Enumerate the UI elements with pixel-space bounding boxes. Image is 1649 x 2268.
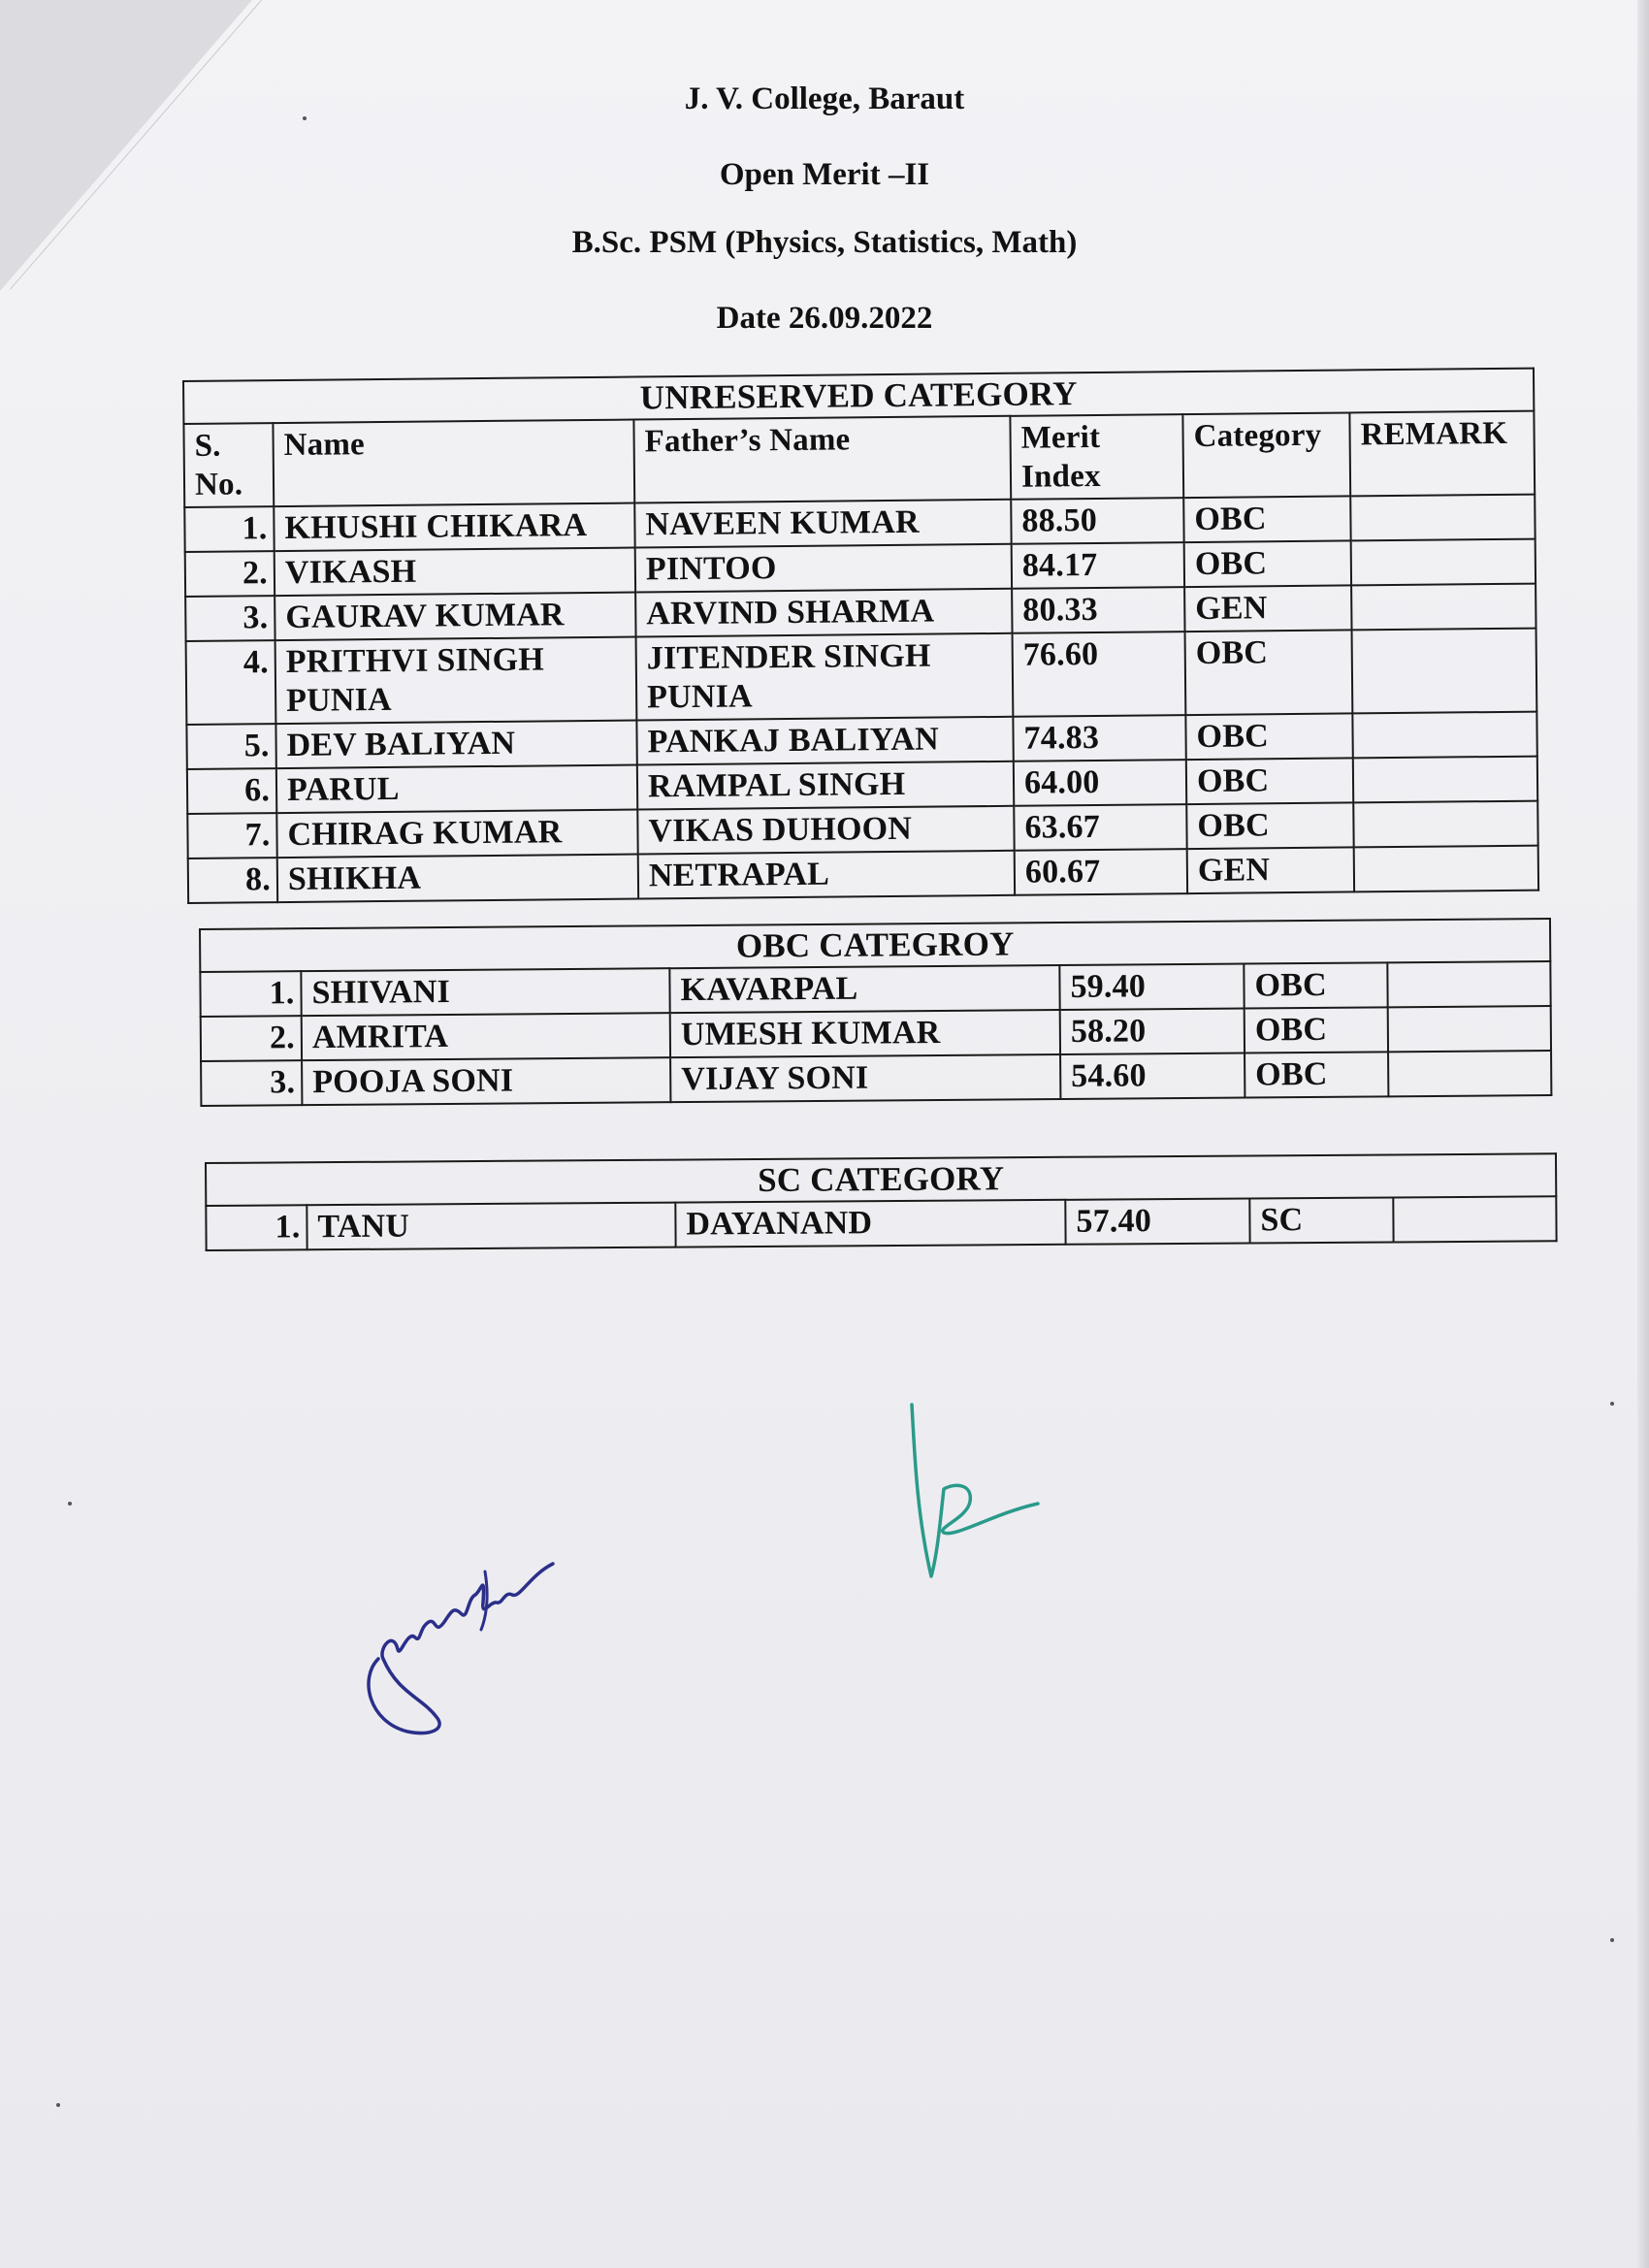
cell-remark xyxy=(1353,801,1538,848)
cell-father: RAMPAL SINGH xyxy=(637,761,1014,810)
cell-remark xyxy=(1351,584,1536,631)
cell-sno: 2. xyxy=(201,1016,302,1061)
cell-category: OBC xyxy=(1186,802,1353,849)
cell-sno: 1. xyxy=(200,971,301,1017)
cell-merit: 64.00 xyxy=(1014,760,1186,806)
sc-rows xyxy=(206,1196,1556,1250)
cell-name: PRITHVI SINGH PUNIA xyxy=(275,637,637,725)
cell-remark xyxy=(1388,1006,1551,1052)
cell-father: JITENDER SINGH PUNIA xyxy=(636,633,1014,721)
cell-category: SC xyxy=(1249,1197,1393,1243)
unreserved-rows xyxy=(184,495,1538,903)
col-header-sno: S. No. xyxy=(183,423,274,507)
cell-father: DAYANAND xyxy=(675,1200,1065,1247)
cell-category: GEN xyxy=(1184,585,1351,632)
cell-name: VIKASH xyxy=(275,548,635,597)
cell-merit: 76.60 xyxy=(1013,632,1186,717)
cell-merit: 88.50 xyxy=(1011,498,1183,544)
scan-speck xyxy=(1610,1402,1614,1406)
cell-remark xyxy=(1352,712,1537,759)
cell-father: ARVIND SHARMA xyxy=(635,589,1012,637)
cell-remark xyxy=(1387,961,1550,1007)
cell-remark xyxy=(1352,629,1537,714)
cell-sno: 3. xyxy=(201,1060,302,1106)
cell-name: PARUL xyxy=(276,765,637,814)
cell-sno: 2. xyxy=(185,551,275,597)
cell-name: GAURAV KUMAR xyxy=(275,593,635,641)
cell-category: OBC xyxy=(1185,630,1353,715)
unreserved-table xyxy=(182,368,1539,904)
col-header-category: Category xyxy=(1182,412,1350,498)
cell-remark xyxy=(1351,539,1536,586)
cell-father: VIJAY SONI xyxy=(670,1054,1060,1102)
cell-category: OBC xyxy=(1186,758,1353,804)
cell-father: UMESH KUMAR xyxy=(670,1010,1060,1057)
cell-category: OBC xyxy=(1245,1052,1388,1097)
cell-merit: 74.83 xyxy=(1013,715,1185,761)
table-row xyxy=(186,629,1537,725)
obc-table xyxy=(199,918,1552,1107)
cell-category: OBC xyxy=(1185,713,1352,760)
cell-category: OBC xyxy=(1183,496,1350,542)
cell-merit: 60.67 xyxy=(1015,849,1187,895)
cell-remark xyxy=(1353,757,1538,803)
table-row xyxy=(201,1051,1551,1106)
cell-sno: 8. xyxy=(188,858,277,903)
college-name: J. V. College, Baraut xyxy=(684,81,965,116)
cell-sno: 4. xyxy=(186,640,276,725)
obc-rows xyxy=(200,961,1551,1106)
col-header-remark: REMARK xyxy=(1349,411,1535,497)
cell-sno: 5. xyxy=(186,724,275,769)
cell-merit: 63.67 xyxy=(1014,804,1186,851)
cell-name: CHIRAG KUMAR xyxy=(276,810,637,859)
signature-left xyxy=(340,1513,572,1746)
cell-name: DEV BALIYAN xyxy=(275,721,636,769)
cell-remark xyxy=(1350,495,1536,541)
unreserved-title: UNRESERVED CATEGORY xyxy=(183,369,1534,424)
col-header-father: Father’s Name xyxy=(633,416,1011,503)
cell-sno: 1. xyxy=(206,1205,307,1250)
cell-sno: 3. xyxy=(185,596,275,641)
cell-category: GEN xyxy=(1187,847,1354,893)
scan-speck xyxy=(56,2103,60,2107)
cell-category: OBC xyxy=(1245,1007,1388,1053)
cell-father: NETRAPAL xyxy=(638,851,1015,899)
signature-right xyxy=(897,1397,1052,1601)
page-edge-shadow xyxy=(1637,0,1649,2268)
sc-title: SC CATEGORY xyxy=(206,1153,1556,1206)
course-title: B.Sc. PSM (Physics, Statistics, Math) xyxy=(571,225,1078,260)
cell-sno: 6. xyxy=(187,768,276,814)
scan-speck xyxy=(68,1502,72,1506)
cell-merit: 59.40 xyxy=(1059,964,1244,1010)
cell-merit: 58.20 xyxy=(1060,1009,1245,1054)
cell-remark xyxy=(1388,1051,1551,1096)
list-date: Date 26.09.2022 xyxy=(716,301,933,336)
cell-father: VIKAS DUHOON xyxy=(637,806,1014,855)
cell-name: KHUSHI CHIKARA xyxy=(274,503,634,552)
cell-sno: 7. xyxy=(187,813,276,859)
sc-table xyxy=(205,1152,1558,1251)
col-header-name: Name xyxy=(273,420,634,507)
cell-name: SHIKHA xyxy=(277,855,638,903)
column-header-row xyxy=(183,411,1535,507)
table-row xyxy=(206,1196,1556,1250)
scan-speck xyxy=(1610,1938,1614,1942)
cell-name: POOJA SONI xyxy=(302,1057,670,1105)
cell-remark xyxy=(1354,846,1539,892)
cell-category: OBC xyxy=(1184,540,1351,587)
cell-merit: 84.17 xyxy=(1012,542,1184,589)
cell-name: TANU xyxy=(307,1203,675,1250)
cell-category: OBC xyxy=(1244,962,1387,1008)
cell-father: KAVARPAL xyxy=(669,965,1059,1013)
col-header-merit: Merit Index xyxy=(1010,414,1183,500)
cell-remark xyxy=(1393,1196,1556,1242)
cell-merit: 80.33 xyxy=(1012,587,1184,633)
cell-sno: 1. xyxy=(184,506,274,552)
merit-list-title: Open Merit –II xyxy=(719,157,930,192)
scan-speck xyxy=(303,116,307,120)
cell-name: AMRITA xyxy=(302,1013,670,1060)
obc-title: OBC CATEGROY xyxy=(200,919,1550,972)
cell-merit: 54.60 xyxy=(1060,1053,1245,1099)
cell-father: PANKAJ BALIYAN xyxy=(636,717,1013,765)
cell-father: NAVEEN KUMAR xyxy=(634,500,1011,548)
cell-name: SHIVANI xyxy=(301,968,669,1016)
cell-merit: 57.40 xyxy=(1065,1198,1249,1244)
cell-father: PINTOO xyxy=(635,544,1012,593)
